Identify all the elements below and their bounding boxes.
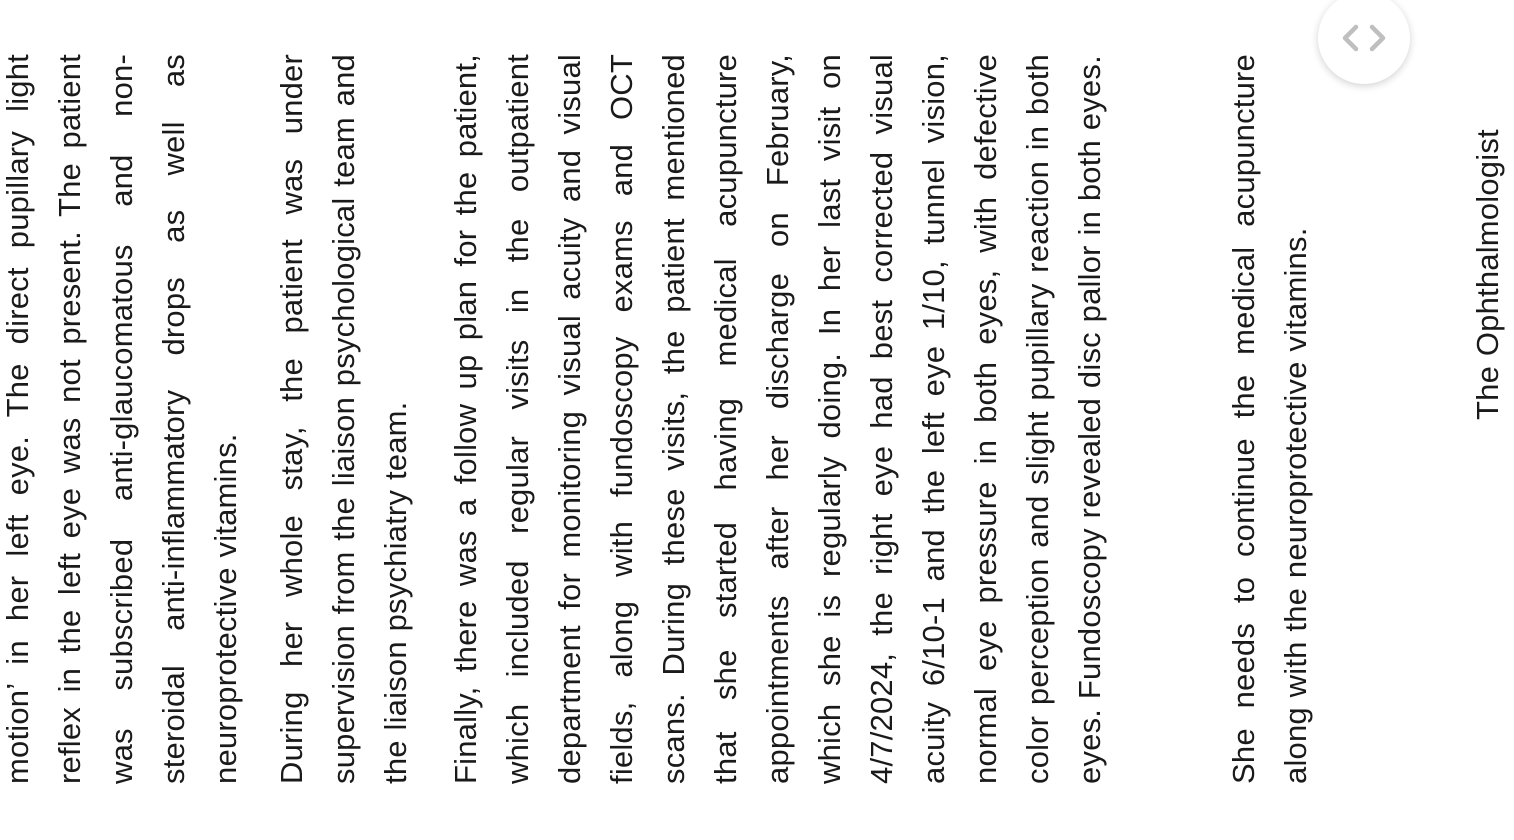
paragraph-2: During her whole stay, the patient was under supervision from the liaison psychological team and the liaison psychiatry team.	[274, 54, 413, 784]
paragraph-1: motion’ in her left eye. The direct pupillary light reflex in the left eye was not present. The patient was subscribed anti-glaucomatous and non-steroidal anti-inflammatory drops as well as neuroprotective vitamins.	[0, 54, 243, 784]
paragraph-4: She needs to continue the medical acupuncture along with the neuroprotective vitamins.	[1226, 54, 1313, 784]
paragraph-3: Finally, there was a follow up plan for the patient, which included regular visits in the outpatient department for monitoring visual acuity and visual fields, along with fundoscopy exams and OCT scans. During these visits, the patient mentioned that she started having medical acupuncture appointments after her discharge on February, which she is regularly doing. In her last visit on 4/7/2024, the right eye had best corrected visual acuity 6/10-1 and the left eye 1/10, tunnel vision, normal eye pressure in both eyes, with defective color perception and slight pupillary reaction in both eyes. Fundoscopy revealed disc pallor in both eyes.	[448, 54, 1107, 784]
code-chevrons-icon	[1340, 23, 1388, 53]
signature-line: The Ophthalmologist	[1470, 129, 1505, 420]
